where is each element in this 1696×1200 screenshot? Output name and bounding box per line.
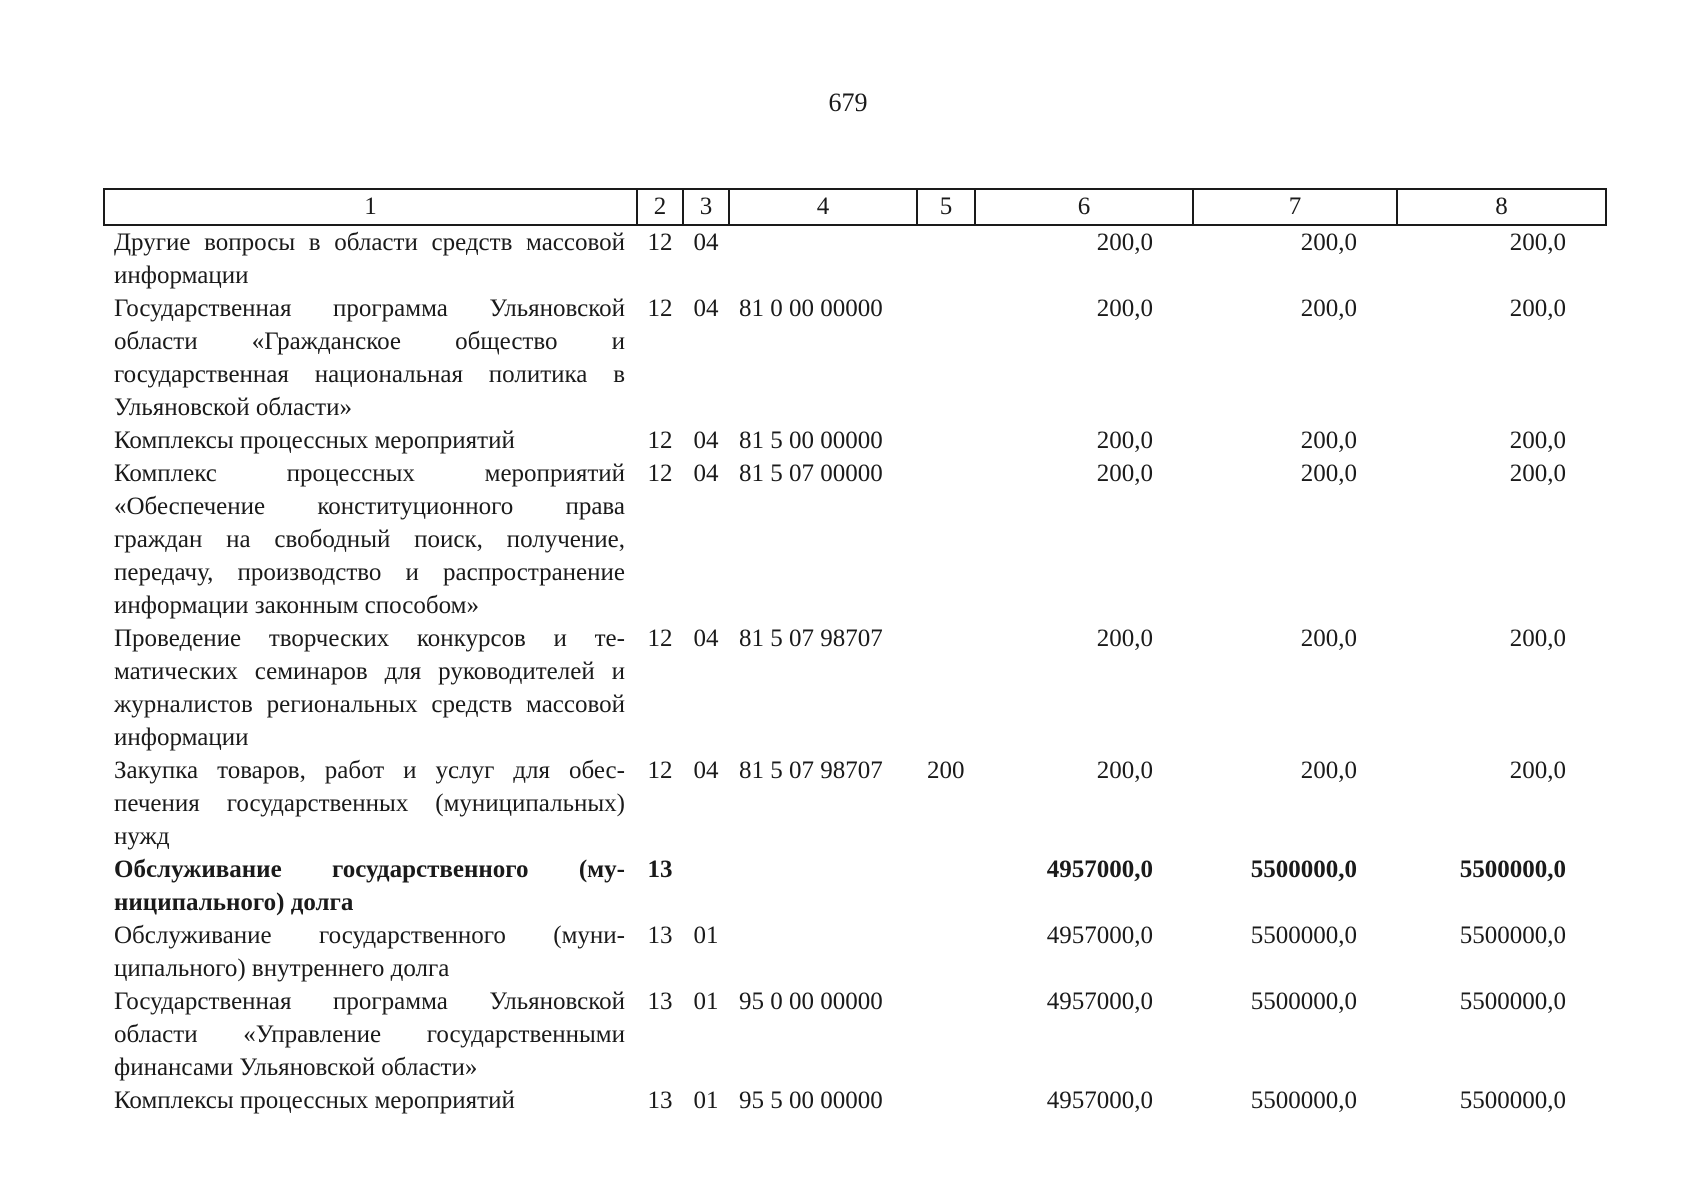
row-name: Обслуживание государственного (муниципального) долга: [114, 856, 625, 916]
row-target-article: [729, 853, 917, 919]
table-row: [104, 292, 1606, 424]
row-amount-col7: 200,0: [1300, 625, 1357, 652]
row-amount-col6: 200,0: [1096, 625, 1153, 652]
row-name: Другие вопросы в области средств массовой информации: [114, 229, 625, 289]
row-section: 12: [647, 625, 673, 652]
table-row: [104, 919, 1606, 985]
row-amount-col8: 200,0: [1509, 229, 1566, 256]
row-section: 13: [647, 1087, 673, 1114]
header-col-3: 3: [683, 189, 729, 225]
row-expense-type: [917, 622, 975, 754]
row-target-article: 81 5 00 00000: [739, 427, 883, 454]
row-section: 12: [647, 295, 673, 322]
header-col-6: 6: [975, 189, 1193, 225]
row-expense-type: [917, 985, 975, 1084]
row-section: 12: [647, 757, 673, 784]
row-target-article: [729, 919, 917, 985]
row-amount-col7: 200,0: [1300, 460, 1357, 487]
row-amount-col6: 4957000,0: [1046, 856, 1153, 883]
row-section: 12: [647, 427, 673, 454]
row-amount-col6: 200,0: [1096, 460, 1153, 487]
row-target-article: 81 5 07 00000: [739, 460, 883, 487]
row-subsection: 01: [693, 922, 719, 949]
table-row: [104, 424, 1606, 457]
row-amount-col6: 4957000,0: [1046, 922, 1153, 949]
row-amount-col6: 200,0: [1096, 295, 1153, 322]
row-expense-type: [917, 292, 975, 424]
row-amount-col7: 5500000,0: [1250, 988, 1357, 1015]
row-subsection: 01: [693, 1087, 719, 1114]
row-amount-col6: 200,0: [1096, 427, 1153, 454]
row-target-article: 95 5 00 00000: [739, 1087, 883, 1114]
row-section: 13: [647, 856, 673, 883]
row-subsection: 01: [693, 988, 719, 1015]
row-name: Государственная программа Ульяновской области «Гражданское общество и государственная национальная политика в Ульяновской области»: [114, 295, 625, 421]
header-col-4: 4: [729, 189, 917, 225]
row-amount-col7: 200,0: [1300, 229, 1357, 256]
row-expense-type: [917, 424, 975, 457]
row-subsection: 04: [693, 625, 719, 652]
table-row: [104, 457, 1606, 622]
row-name: Комплексы процессных мероприятий: [114, 427, 515, 454]
table-row: [104, 985, 1606, 1084]
table-row: [104, 754, 1606, 853]
row-subsection: 04: [693, 757, 719, 784]
table-body: [104, 225, 1606, 1117]
row-section: 12: [647, 460, 673, 487]
row-subsection: 04: [693, 427, 719, 454]
row-section: 12: [647, 229, 673, 256]
row-name: Государственная программа Ульяновской области «Управление государственными финансами Ульяновской области»: [114, 988, 625, 1081]
header-col-8: 8: [1397, 189, 1606, 225]
row-expense-type: [917, 853, 975, 919]
table-row: [104, 853, 1606, 919]
row-name: Комплексы процессных мероприятий: [114, 1087, 515, 1114]
header-row: [104, 189, 1606, 225]
row-name: Проведение творческих конкурсов и тематических семинаров для руководителей и журналистов региональных средств массовой информации: [114, 625, 625, 751]
row-expense-type: [917, 457, 975, 622]
row-target-article: 95 0 00 00000: [739, 988, 883, 1015]
row-amount-col6: 4957000,0: [1046, 1087, 1153, 1114]
row-amount-col7: 5500000,0: [1250, 1087, 1357, 1114]
row-amount-col6: 200,0: [1096, 757, 1153, 784]
row-expense-type: 200: [927, 757, 965, 784]
table-row: [104, 622, 1606, 754]
table-row: [104, 1084, 1606, 1117]
row-amount-col8: 5500000,0: [1459, 922, 1566, 949]
row-subsection: 04: [693, 460, 719, 487]
row-target-article: [729, 225, 917, 292]
row-subsection: 04: [693, 295, 719, 322]
row-subsection: 04: [693, 229, 719, 256]
row-amount-col8: 200,0: [1509, 460, 1566, 487]
header-col-2: 2: [637, 189, 683, 225]
row-amount-col6: 200,0: [1096, 229, 1153, 256]
header-col-5: 5: [917, 189, 975, 225]
table-header: [104, 189, 1606, 225]
row-amount-col7: 5500000,0: [1250, 856, 1357, 883]
budget-table: [103, 188, 1607, 1117]
header-col-1: 1: [104, 189, 637, 225]
row-subsection: [683, 853, 729, 919]
row-name: Комплекс процессных мероприятий «Обеспечение конституционного права граждан на свободный поиск, получение, передачу, производство и распространение информации законным способом»: [114, 460, 625, 619]
row-amount-col8: 200,0: [1509, 757, 1566, 784]
row-amount-col8: 200,0: [1509, 427, 1566, 454]
row-amount-col6: 4957000,0: [1046, 988, 1153, 1015]
row-section: 13: [647, 922, 673, 949]
page-number: 679: [828, 88, 868, 117]
row-amount-col7: 200,0: [1300, 427, 1357, 454]
row-target-article: 81 0 00 00000: [739, 295, 883, 322]
row-amount-col7: 200,0: [1300, 295, 1357, 322]
row-amount-col8: 5500000,0: [1459, 1087, 1566, 1114]
row-section: 13: [647, 988, 673, 1015]
row-expense-type: [917, 1084, 975, 1117]
row-name: Закупка товаров, работ и услуг для обеспечения государственных (муниципальных) нужд: [114, 757, 625, 850]
row-name: Обслуживание государственного (муниципального) внутреннего долга: [114, 922, 625, 982]
row-amount-col8: 200,0: [1509, 295, 1566, 322]
table-row: [104, 225, 1606, 292]
row-amount-col7: 200,0: [1300, 757, 1357, 784]
header-col-7: 7: [1193, 189, 1397, 225]
row-amount-col8: 5500000,0: [1459, 856, 1566, 883]
row-amount-col8: 5500000,0: [1459, 988, 1566, 1015]
row-expense-type: [917, 225, 975, 292]
row-expense-type: [917, 919, 975, 985]
row-target-article: 81 5 07 98707: [739, 625, 883, 652]
row-amount-col7: 5500000,0: [1250, 922, 1357, 949]
row-target-article: 81 5 07 98707: [739, 757, 883, 784]
row-amount-col8: 200,0: [1509, 625, 1566, 652]
